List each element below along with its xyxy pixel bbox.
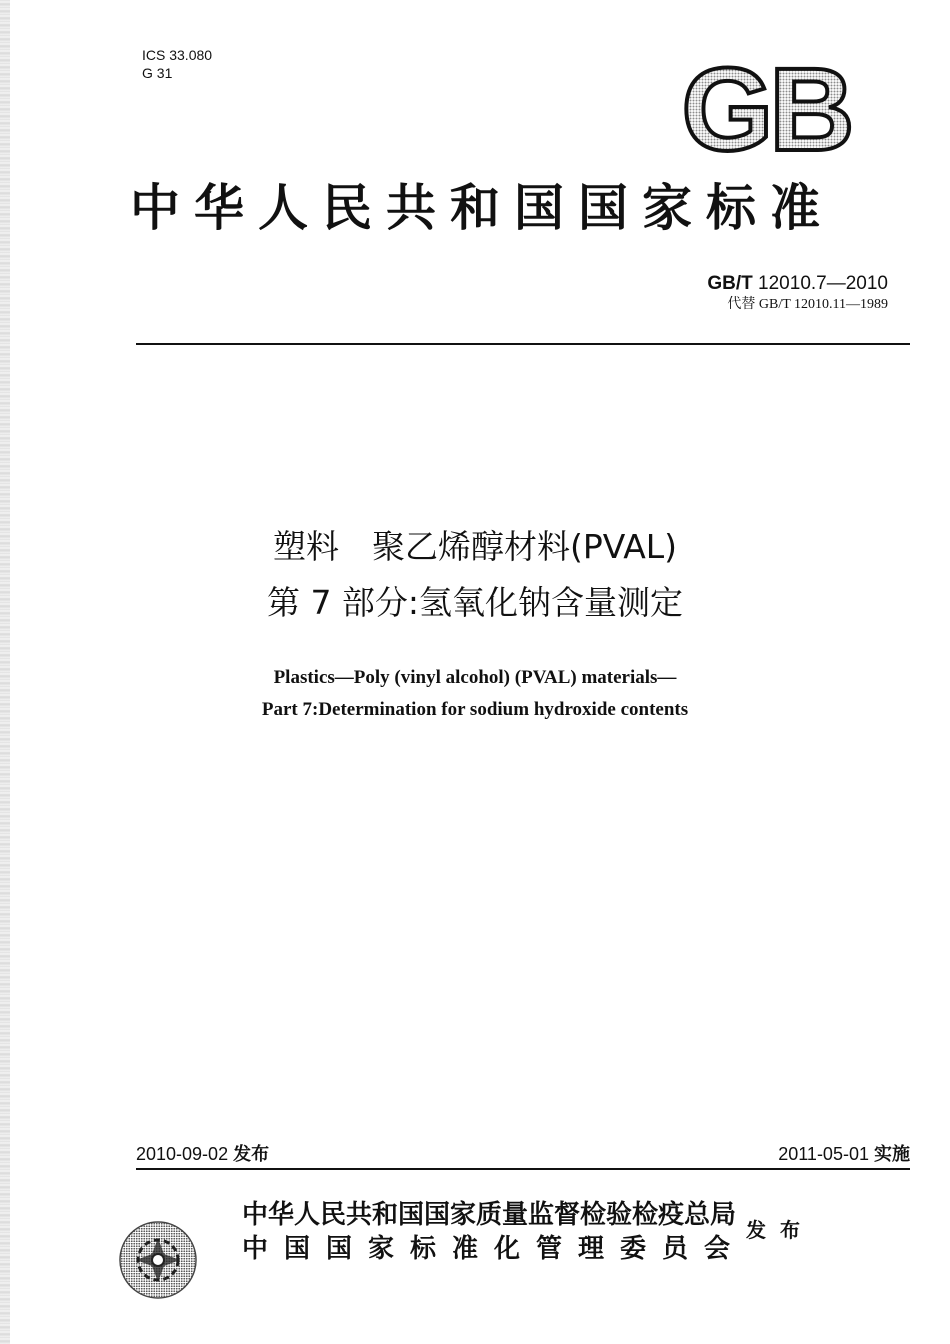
issue-date-group: [136, 1140, 269, 1166]
chinese-title-line-2: 第 7 部分:氢氧化钠含量测定: [266, 583, 684, 622]
ics-code: ICS 33.080: [142, 47, 213, 63]
replaces-standard: 代替 GB/T 12010.11—1989: [727, 297, 888, 312]
issue-date: 2010-09-02: [136, 1144, 229, 1164]
effective-date-group: [778, 1140, 910, 1166]
chinese-title-line-1: 塑料 聚乙烯醇材料(PVAL): [272, 527, 678, 566]
issuer-org-1: 中华人民共和国国家质量监督检验检疫总局: [242, 1200, 737, 1230]
bottom-divider: [136, 1168, 910, 1170]
gb-logo-text: GB: [681, 60, 851, 158]
english-title-line-2: Part 7:Determination for sodium hydroxide contents: [261, 699, 689, 720]
national-standard-title: 中华人民共和国国家标准: [130, 178, 834, 237]
effective-label: 实施: [874, 1144, 910, 1165]
top-divider: [136, 343, 910, 345]
standard-prefix: GB/T: [707, 273, 753, 294]
issuer-org-2: 中国国家标准化管理委员会: [242, 1234, 747, 1264]
gb-logo: [668, 60, 864, 158]
dates-row: [136, 1140, 910, 1166]
standard-number: 12010.7—2010: [758, 273, 888, 294]
issue-label: 发布: [233, 1144, 270, 1165]
effective-date: 2011-05-01: [778, 1144, 869, 1164]
issuer-seal-icon: [118, 1220, 198, 1300]
publish-label: 发布: [746, 1218, 814, 1242]
standard-number-block: [707, 272, 888, 314]
ccs-code: G 31: [142, 65, 173, 81]
standard-code: [707, 272, 888, 296]
ics-classification: [142, 46, 212, 82]
issuer-organizations: [242, 1198, 746, 1266]
english-title-line-1: Plastics—Poly (vinyl alcohol) (PVAL) materials—: [273, 667, 677, 688]
